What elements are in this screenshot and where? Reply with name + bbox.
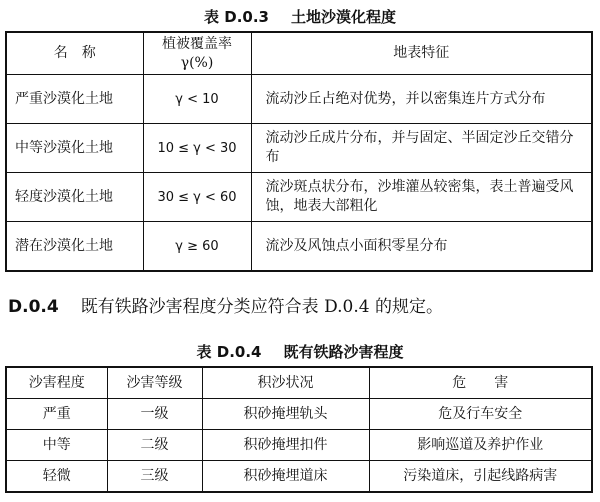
cell-degree: 严重	[6, 399, 107, 430]
table2-caption-title: 既有铁路沙害程度	[283, 343, 404, 361]
clause-d04	[8, 292, 443, 317]
table-row	[6, 222, 592, 272]
row-feature: 流沙及风蚀点小面积零星分布	[251, 222, 592, 272]
table1-caption-title: 土地沙漠化程度	[290, 8, 396, 26]
header-coverage-unit: γ(%)	[180, 54, 214, 71]
table2-caption-number: 表 D.0.4	[196, 343, 262, 361]
header-hazard-degree: 沙害程度	[6, 367, 107, 399]
table2-caption	[0, 341, 600, 362]
header-coverage-label: 植被覆盖率	[162, 35, 232, 52]
cell-condition: 积砂掩埋道床	[202, 461, 369, 493]
header-hazard-level: 沙害等级	[107, 367, 202, 399]
row-coverage: 10 ≤ γ < 30	[143, 124, 251, 173]
header-harm: 危 害	[369, 367, 592, 399]
cell-harm: 污染道床，引起线路病害	[369, 461, 592, 493]
header-sand-condition: 积沙状况	[202, 367, 369, 399]
row-coverage: γ ≥ 60	[143, 222, 251, 272]
row-feature: 流动沙丘占绝对优势，并以密集连片方式分布	[251, 75, 592, 124]
row-feature: 流沙斑点状分布，沙堆灌丛较密集，表土普遍受风蚀，地表大部粗化	[251, 173, 592, 222]
row-coverage: 30 ≤ γ < 60	[143, 173, 251, 222]
cell-level: 二级	[107, 430, 202, 461]
cell-degree: 轻微	[6, 461, 107, 493]
clause-text: 既有铁路沙害程度分类应符合表 D.0.4 的规定。	[80, 297, 443, 317]
clause-number: D.0.4	[8, 297, 59, 317]
header-coverage	[143, 32, 251, 75]
header-name: 名 称	[6, 32, 143, 75]
table1-caption	[0, 6, 600, 27]
row-name: 潜在沙漠化土地	[6, 222, 143, 272]
table-row	[6, 430, 592, 461]
row-name: 轻度沙漠化土地	[6, 173, 143, 222]
row-name: 中等沙漠化土地	[6, 124, 143, 173]
cell-harm: 危及行车安全	[369, 399, 592, 430]
table-row	[6, 75, 592, 124]
header-feature: 地表特征	[251, 32, 592, 75]
table-header-row	[6, 367, 592, 399]
cell-condition: 积砂掩埋扣件	[202, 430, 369, 461]
sand-hazard-table	[5, 366, 593, 493]
row-coverage: γ < 10	[143, 75, 251, 124]
row-name: 严重沙漠化土地	[6, 75, 143, 124]
table-row	[6, 124, 592, 173]
table1-caption-number: 表 D.0.3	[204, 8, 269, 26]
table-header-row	[6, 32, 592, 75]
desertification-table	[5, 31, 593, 272]
cell-degree: 中等	[6, 430, 107, 461]
cell-harm: 影响巡道及养护作业	[369, 430, 592, 461]
table-row	[6, 173, 592, 222]
table-row	[6, 461, 592, 493]
cell-level: 三级	[107, 461, 202, 493]
cell-level: 一级	[107, 399, 202, 430]
row-feature: 流动沙丘成片分布，并与固定、半固定沙丘交错分布	[251, 124, 592, 173]
table-row	[6, 399, 592, 430]
cell-condition: 积砂掩埋轨头	[202, 399, 369, 430]
